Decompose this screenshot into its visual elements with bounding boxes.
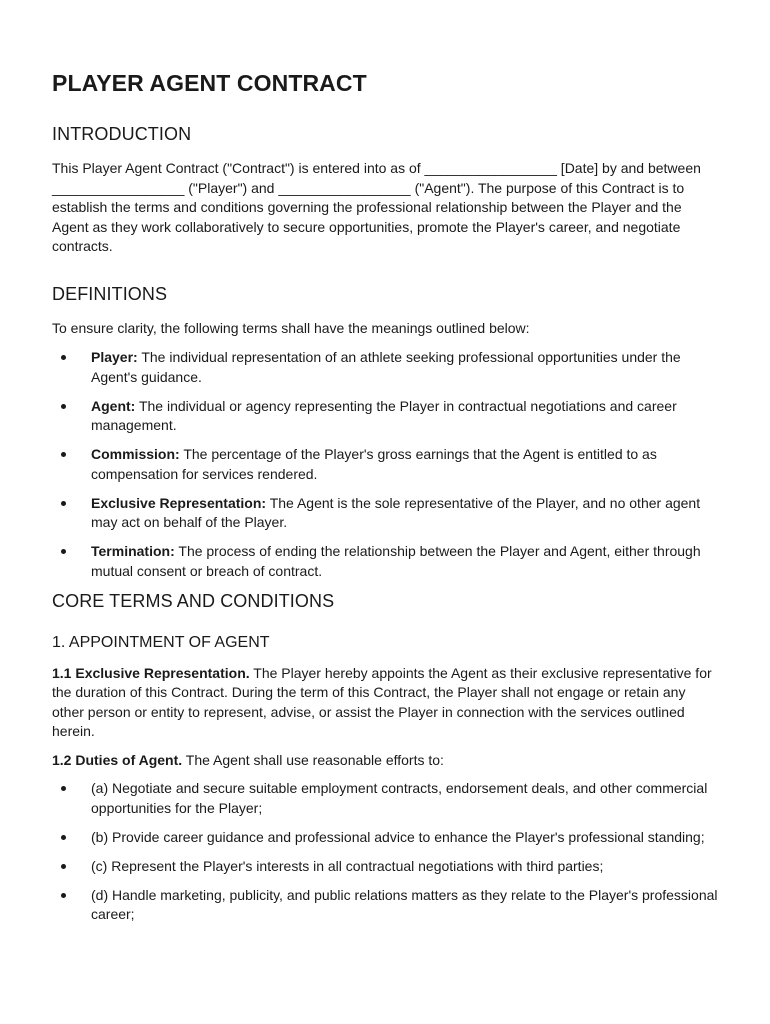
bullet-icon	[61, 549, 66, 554]
introduction-heading: INTRODUCTION	[52, 124, 192, 144]
definitions-list	[52, 348, 718, 581]
core-terms-heading: CORE TERMS AND CONDITIONS	[52, 590, 335, 611]
duty-text: (d) Handle marketing, publicity, and public relations matters as they relate to the Player's professional career;	[91, 886, 718, 922]
introduction-paragraph: This Player Agent Contract ("Contract") is entered into as of _________________ [Date] by and between _________________ ("Player") and _________________ ("Agent"). The purpose of this Contract is to establish the terms and conditions governing the professional relationship between the Player and the Agent as they work collaboratively to secure opportunities, promote the Player's career, and negotiate contracts.	[52, 160, 701, 254]
definition-term: Commission:	[91, 446, 180, 462]
bullet-icon	[61, 404, 66, 409]
bullet-icon	[61, 452, 66, 457]
document-title: PLAYER AGENT CONTRACT	[52, 70, 367, 96]
clause-1-1-label: 1.1 Exclusive Representation.	[52, 664, 250, 681]
bullet-icon	[61, 893, 66, 898]
definition-text: The individual representation of an athlete seeking professional opportunities under the Agent's guidance.	[91, 349, 681, 385]
definition-item	[52, 397, 718, 436]
clause-1-2-text: The Agent shall use reasonable efforts to:	[182, 751, 444, 768]
duty-item	[52, 857, 718, 877]
bullet-icon	[61, 864, 66, 869]
clause-1-1	[52, 664, 718, 742]
bullet-icon	[61, 835, 66, 840]
definition-text: The percentage of the Player's gross earnings that the Agent is entitled to as compensation for services rendered.	[91, 446, 657, 482]
duty-text: (a) Negotiate and secure suitable employment contracts, endorsement deals, and other commercial opportunities for the Player;	[91, 780, 708, 816]
definition-text: The process of ending the relationship between the Player and Agent, either through mutual consent or breach of contract.	[91, 543, 701, 579]
clause-1-1-text: The Player hereby appoints the Agent as their exclusive representative for the duration of this Contract. During the term of this Contract, the Player shall not engage or retain any other person or entity to represent, advise, or assist the Player in connection with the services outlined herein.	[52, 664, 712, 739]
clause-1-2-label: 1.2 Duties of Agent.	[52, 751, 183, 768]
definition-text: The individual or agency representing the Player in contractual negotiations and career management.	[91, 397, 677, 433]
definition-item	[52, 542, 718, 581]
definition-item	[52, 445, 718, 484]
definitions-heading: DEFINITIONS	[52, 283, 168, 304]
definition-term: Player:	[91, 349, 138, 365]
clause-1-2	[52, 751, 718, 771]
definition-item	[52, 494, 718, 533]
bullet-icon	[61, 355, 66, 360]
bullet-icon	[61, 786, 66, 791]
duty-item	[52, 779, 718, 818]
agent-duties-list	[52, 779, 718, 925]
definition-term: Exclusive Representation:	[91, 494, 267, 511]
definition-text: The Agent is the sole representative of the Player, and no other agent may act on behalf of the Player.	[91, 494, 701, 530]
definition-item	[52, 348, 718, 387]
definition-term: Agent:	[91, 397, 136, 414]
duty-text: (c) Represent the Player's interests in all contractual negotiations with third parties;	[91, 857, 604, 874]
appointment-heading: 1. APPOINTMENT OF AGENT	[52, 633, 270, 651]
duty-item	[52, 828, 718, 848]
definitions-lead: To ensure clarity, the following terms shall have the meanings outlined below:	[52, 319, 530, 336]
duty-text: (b) Provide career guidance and professional advice to enhance the Player's professional standing;	[91, 828, 705, 845]
duty-item	[52, 886, 718, 925]
definition-term: Termination:	[91, 543, 175, 559]
bullet-icon	[61, 501, 66, 506]
